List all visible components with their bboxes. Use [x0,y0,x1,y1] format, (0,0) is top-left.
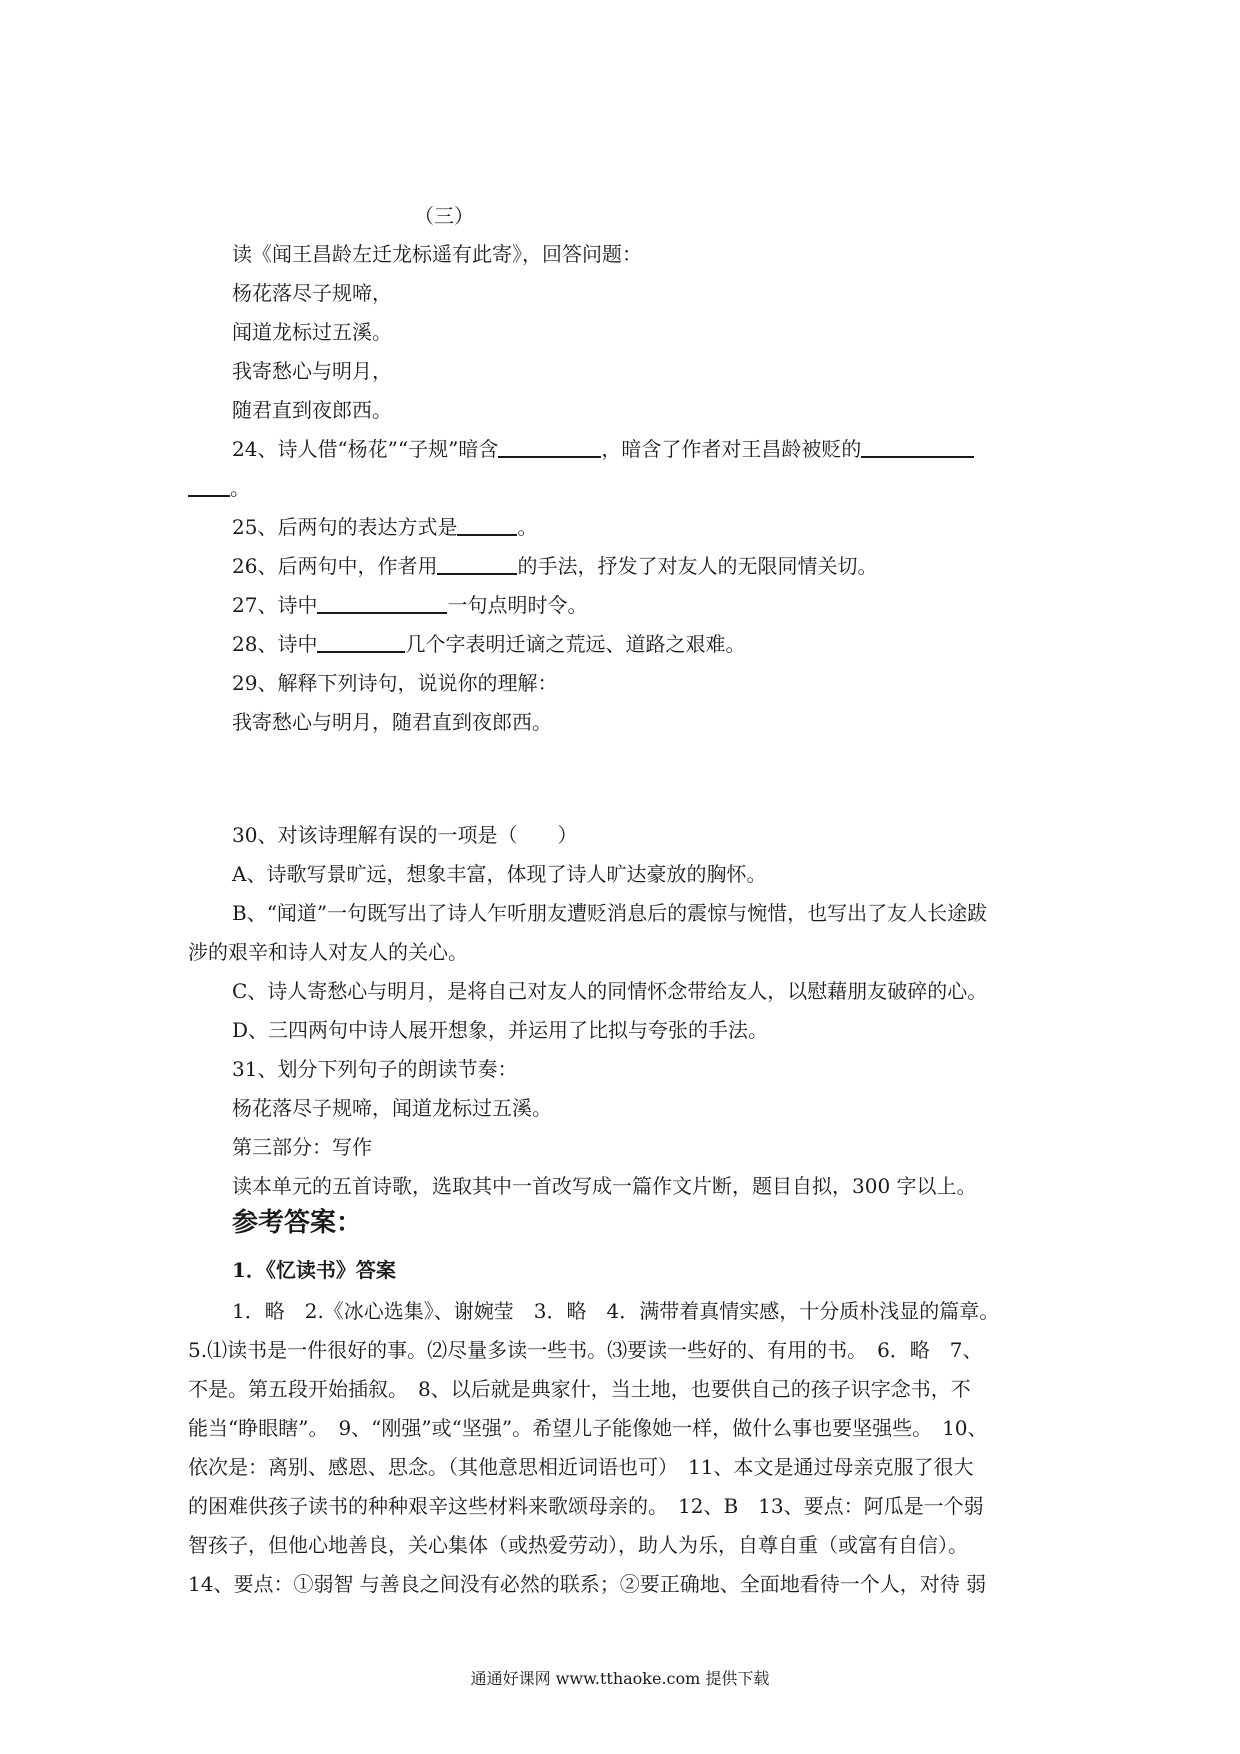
answer-line: 1．略 2.《冰心选集》、谢婉莹 3．略 4．满带着真情实感，十分质朴浅显的篇章。 [232,1299,1000,1323]
answer-blank[interactable] [437,553,517,575]
poem-line: 杨花落尽子规啼， [232,281,392,305]
poem-line: 我寄愁心与明月， [232,359,392,383]
answer-line: 智孩子，但他心地善良，关心集体（或热爱劳动），助人为乐，自尊自重（或富有自信）。 [188,1533,968,1557]
question-29-line: 我寄愁心与明月，随君直到夜郎西。 [232,710,552,734]
question-intro: 读《闻王昌龄左迁龙标遥有此寄》，回答问题： [232,242,642,266]
option-b-cont: 涉的艰辛和诗人对友人的关心。 [188,940,468,964]
answer-blank[interactable] [317,592,447,614]
question-29: 29、解释下列诗句，说说你的理解： [232,671,558,695]
answer-blank[interactable] [188,475,230,497]
option-c: C、诗人寄愁心与明月，是将自己对友人的同情怀念带给友人，以慰藉朋友破碎的心。 [232,979,988,1003]
part3-text: 读本单元的五首诗歌，选取其中一首改写成一篇作文片断，题目自拟，300 字以上。 [232,1174,977,1198]
answer-blank[interactable] [317,631,405,653]
option-d: D、三四两句中诗人展开想象，并运用了比拟与夸张的手法。 [232,1018,769,1042]
answer-line: 不是。第五段开始插叙。 8、以后就是典家什，当土地，也要供自己的孩子识字念书，不 [188,1377,971,1401]
option-a: A、诗歌写景旷远，想象丰富，体现了诗人旷达豪放的胸怀。 [232,862,767,886]
answer-line: 的困难供孩子读书的种种艰辛这些材料来歌颂母亲的。 12、B 13、要点：阿瓜是一个弱 [188,1494,984,1518]
page-footer: 通通好课网 www.tthaoke.com 提供下载 [470,1669,770,1688]
question-31-line: 杨花落尽子规啼，闻道龙标过五溪。 [232,1096,552,1120]
answers-subtitle: 1．《忆读书》答案 [232,1258,396,1282]
poem-line: 随君直到夜郎西。 [232,398,392,422]
answer-line: 能当“睁眼瞎”。 9、“刚强”或“坚强”。希望儿子能像她一样，做什么事也要坚强些。 10、 [188,1416,988,1440]
answer-blank[interactable] [861,436,974,458]
question-24: 24、诗人借“杨花”“子规”暗含 ，暗含了作者对王昌龄被贬的 [232,435,974,463]
question-27: 27、诗中 一句点明时令。 [232,593,588,617]
answer-line: 依次是：离别、感恩、思念。（其他意思相近词语也可） 11、本文是通过母亲克服了很大 [188,1455,974,1479]
question-31: 31、划分下列句子的朗读节奏： [232,1057,518,1081]
question-25: 25、后两句的表达方式是 。 [232,515,538,539]
question-30: 30、对该诗理解有误的一项是（ ） [232,823,578,847]
question-24-cont: 。 [188,474,250,502]
answer-line: 5.⑴读书是一件很好的事。⑵尽量多读一些书。⑶要读一些好的、有用的书。 6．略 7、 [188,1338,983,1362]
option-b: B、“闻道”一句既写出了诗人乍听朋友遭贬消息后的震惊与惋惜，也写出了友人长途跋 [232,901,988,925]
part3-heading: 第三部分：写作 [232,1135,372,1159]
section-heading: （三） [414,204,474,228]
answer-blank[interactable] [498,436,601,458]
question-26: 26、后两句中，作者用 的手法，抒发了对友人的无限同情关切。 [232,554,878,578]
answers-title: 参考答案： [232,1208,363,1238]
answer-line: 14、要点：①弱智 与善良之间没有必然的联系；②要正确地、全面地看待一个人，对待 弱 [188,1572,987,1596]
answer-blank[interactable] [457,514,517,536]
question-28: 28、诗中 几个字表明迁谪之荒远、道路之艰难。 [232,632,746,656]
poem-line: 闻道龙标过五溪。 [232,320,392,344]
